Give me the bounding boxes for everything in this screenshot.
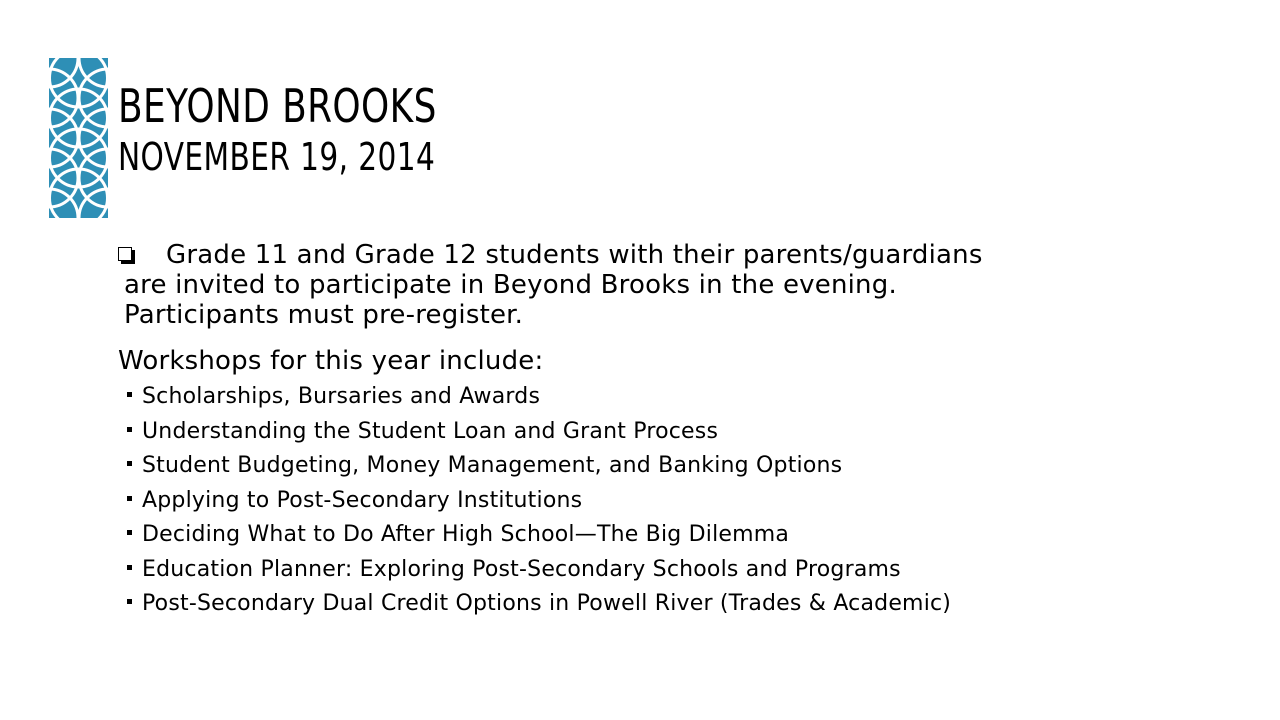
list-item-label: Applying to Post-Secondary Institutions xyxy=(142,487,583,513)
square-bullet-icon xyxy=(127,392,132,397)
square-bullet-icon xyxy=(127,565,132,570)
list-item-label: Student Budgeting, Money Management, and Banking Options xyxy=(142,453,843,478)
list-item-label: Deciding What to Do After High School—The Big Dilemma xyxy=(142,522,790,547)
square-bullet-icon xyxy=(127,461,132,466)
list-item xyxy=(118,380,1168,415)
list-item xyxy=(118,484,1168,519)
list-item-label: Understanding the Student Loan and Grant Process xyxy=(142,418,719,444)
square-bullet-icon xyxy=(127,427,132,432)
list-item xyxy=(118,518,1168,553)
slide-title: BEYOND BROOKS xyxy=(118,79,437,133)
lead-line-3: Participants must pre-register. xyxy=(124,300,524,330)
square-bullet-icon xyxy=(127,496,132,501)
list-item xyxy=(118,449,1168,484)
square-bullet-icon xyxy=(127,599,132,604)
title-block xyxy=(118,78,1218,180)
list-item xyxy=(118,587,1168,622)
workshops-intro: Workshops for this year include: xyxy=(118,346,544,376)
lead-line-2: are invited to participate in Beyond Brooks in the evening. xyxy=(124,270,897,300)
decorative-pattern-icon xyxy=(49,58,108,218)
list-item xyxy=(118,553,1168,588)
lead-paragraph xyxy=(118,240,1168,330)
workshops-list xyxy=(118,380,1168,622)
checkbox-bullet-icon xyxy=(118,247,132,261)
slide-body xyxy=(118,240,1168,622)
list-item-label: Education Planner: Exploring Post-Secondary Schools and Programs xyxy=(142,556,901,582)
list-item xyxy=(118,415,1168,450)
slide-subtitle: NOVEMBER 19, 2014 xyxy=(118,135,436,179)
list-item-label: Scholarships, Bursaries and Awards xyxy=(142,384,541,409)
list-item-label: Post-Secondary Dual Credit Options in Powell River (Trades & Academic) xyxy=(142,591,952,616)
lead-line-1: Grade 11 and Grade 12 students with their parents/guardians xyxy=(166,240,983,270)
square-bullet-icon xyxy=(127,530,132,535)
